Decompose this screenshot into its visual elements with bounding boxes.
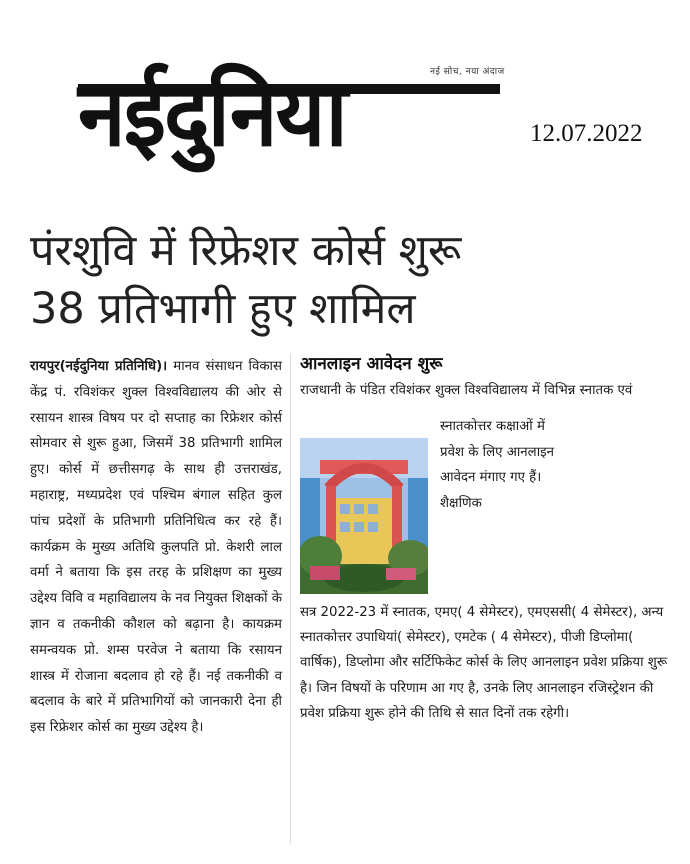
side-story-narrow-text: स्नातकोत्तर कक्षाओं में प्रवेश के लिए आनलाइन आवेदन मंगाए गए हैं। शैक्षणिक bbox=[440, 419, 555, 512]
side-story-body: सत्र 2022-23 में स्नातक, एमए( 4 सेमेस्टर), एमएससी( 4 सेमेस्टर), अन्य स्नातकोत्तर उपाधियां( सेमेस्टर), एमटेक ( 4 सेमेस्टर), पीजी डिप्लोमा( वार्षिक), डिप्लोमा और सर्टिफिकेट कोर्स के लिए आनलाइन प्रवेश प्रक्रिया शुरू है। जिन विषयों के परिणाम आ गए है, उनके लिए आनलाइन रजिस्ट्रेशन की प्रवेश प्रक्रिया शुरू होने की तिथि से सात दिनों तक रहेगी। bbox=[300, 605, 668, 721]
headline-line-2: 38 प्रतिभागी हुए शामिल bbox=[30, 284, 416, 334]
publication-date: 12.07.2022 bbox=[530, 120, 643, 147]
headline bbox=[30, 222, 670, 338]
building-illustration bbox=[300, 438, 428, 594]
main-story-body: मानव संसाधन विकास केंद्र पं. रविशंकर शुक्ल विश्वविद्यालय की ओर से रसायन शास्त्र विषय पर दो सप्ताह का रिफ्रेशर कोर्स सोमवार से शुरू हुआ, जिसमें 38 प्रतिभागी शामिल हुए। कोर्स में छत्तीसगढ़ के साथ ही उत्तराखंड, महाराष्ट्र, मध्यप्रदेश एवं पश्चिम बंगाल सहित कुल पांच प्रदेशों के प्रतिभागी प्रतिनिधित्व कर रहे हैं। कार्यक्रम के मुख्य अतिथि कुलपति प्रो. केशरी लाल वर्मा ने बताया कि इस तरह के प्रशिक्षण का मुख्य उद्देश्य विवि व महाविद्यालय के नव नियुक्त शिक्षकों के ज्ञान व तकनीकी कौशल को बढ़ाना है। कायक्रम समन्वयक प्रो. शम्स परवेज ने बताया कि रसायन शास्त्र में रोजाना बदलाव हो रहे हैं। नई तकनीकी व बदलाव के बारे में प्रतिभागियों को जानकारी देना ही इस रिफ्रेशर कोर्स का मुख्य उद्देश्य है। bbox=[30, 359, 282, 736]
main-story-text bbox=[30, 354, 282, 741]
side-story-intro: राजधानी के पंडित रविशंकर शुक्ल विश्वविद्यालय में विभिन्न स्नातक एवं bbox=[300, 383, 633, 398]
column-divider bbox=[290, 354, 291, 844]
headline-line-1: पंरशुवि में रिफ्रेशर कोर्स शुरू bbox=[30, 226, 462, 276]
dateline: रायपुर(नईदुनिया प्रतिनिधि)। bbox=[30, 359, 168, 374]
university-building-photo bbox=[300, 438, 428, 594]
masthead-tagline: नई सोच, नया अंदाज bbox=[430, 67, 505, 77]
side-story-heading: आनलाइन आवेदन शुरू bbox=[300, 354, 443, 374]
newspaper-logo: नईदुनिया bbox=[78, 61, 346, 167]
